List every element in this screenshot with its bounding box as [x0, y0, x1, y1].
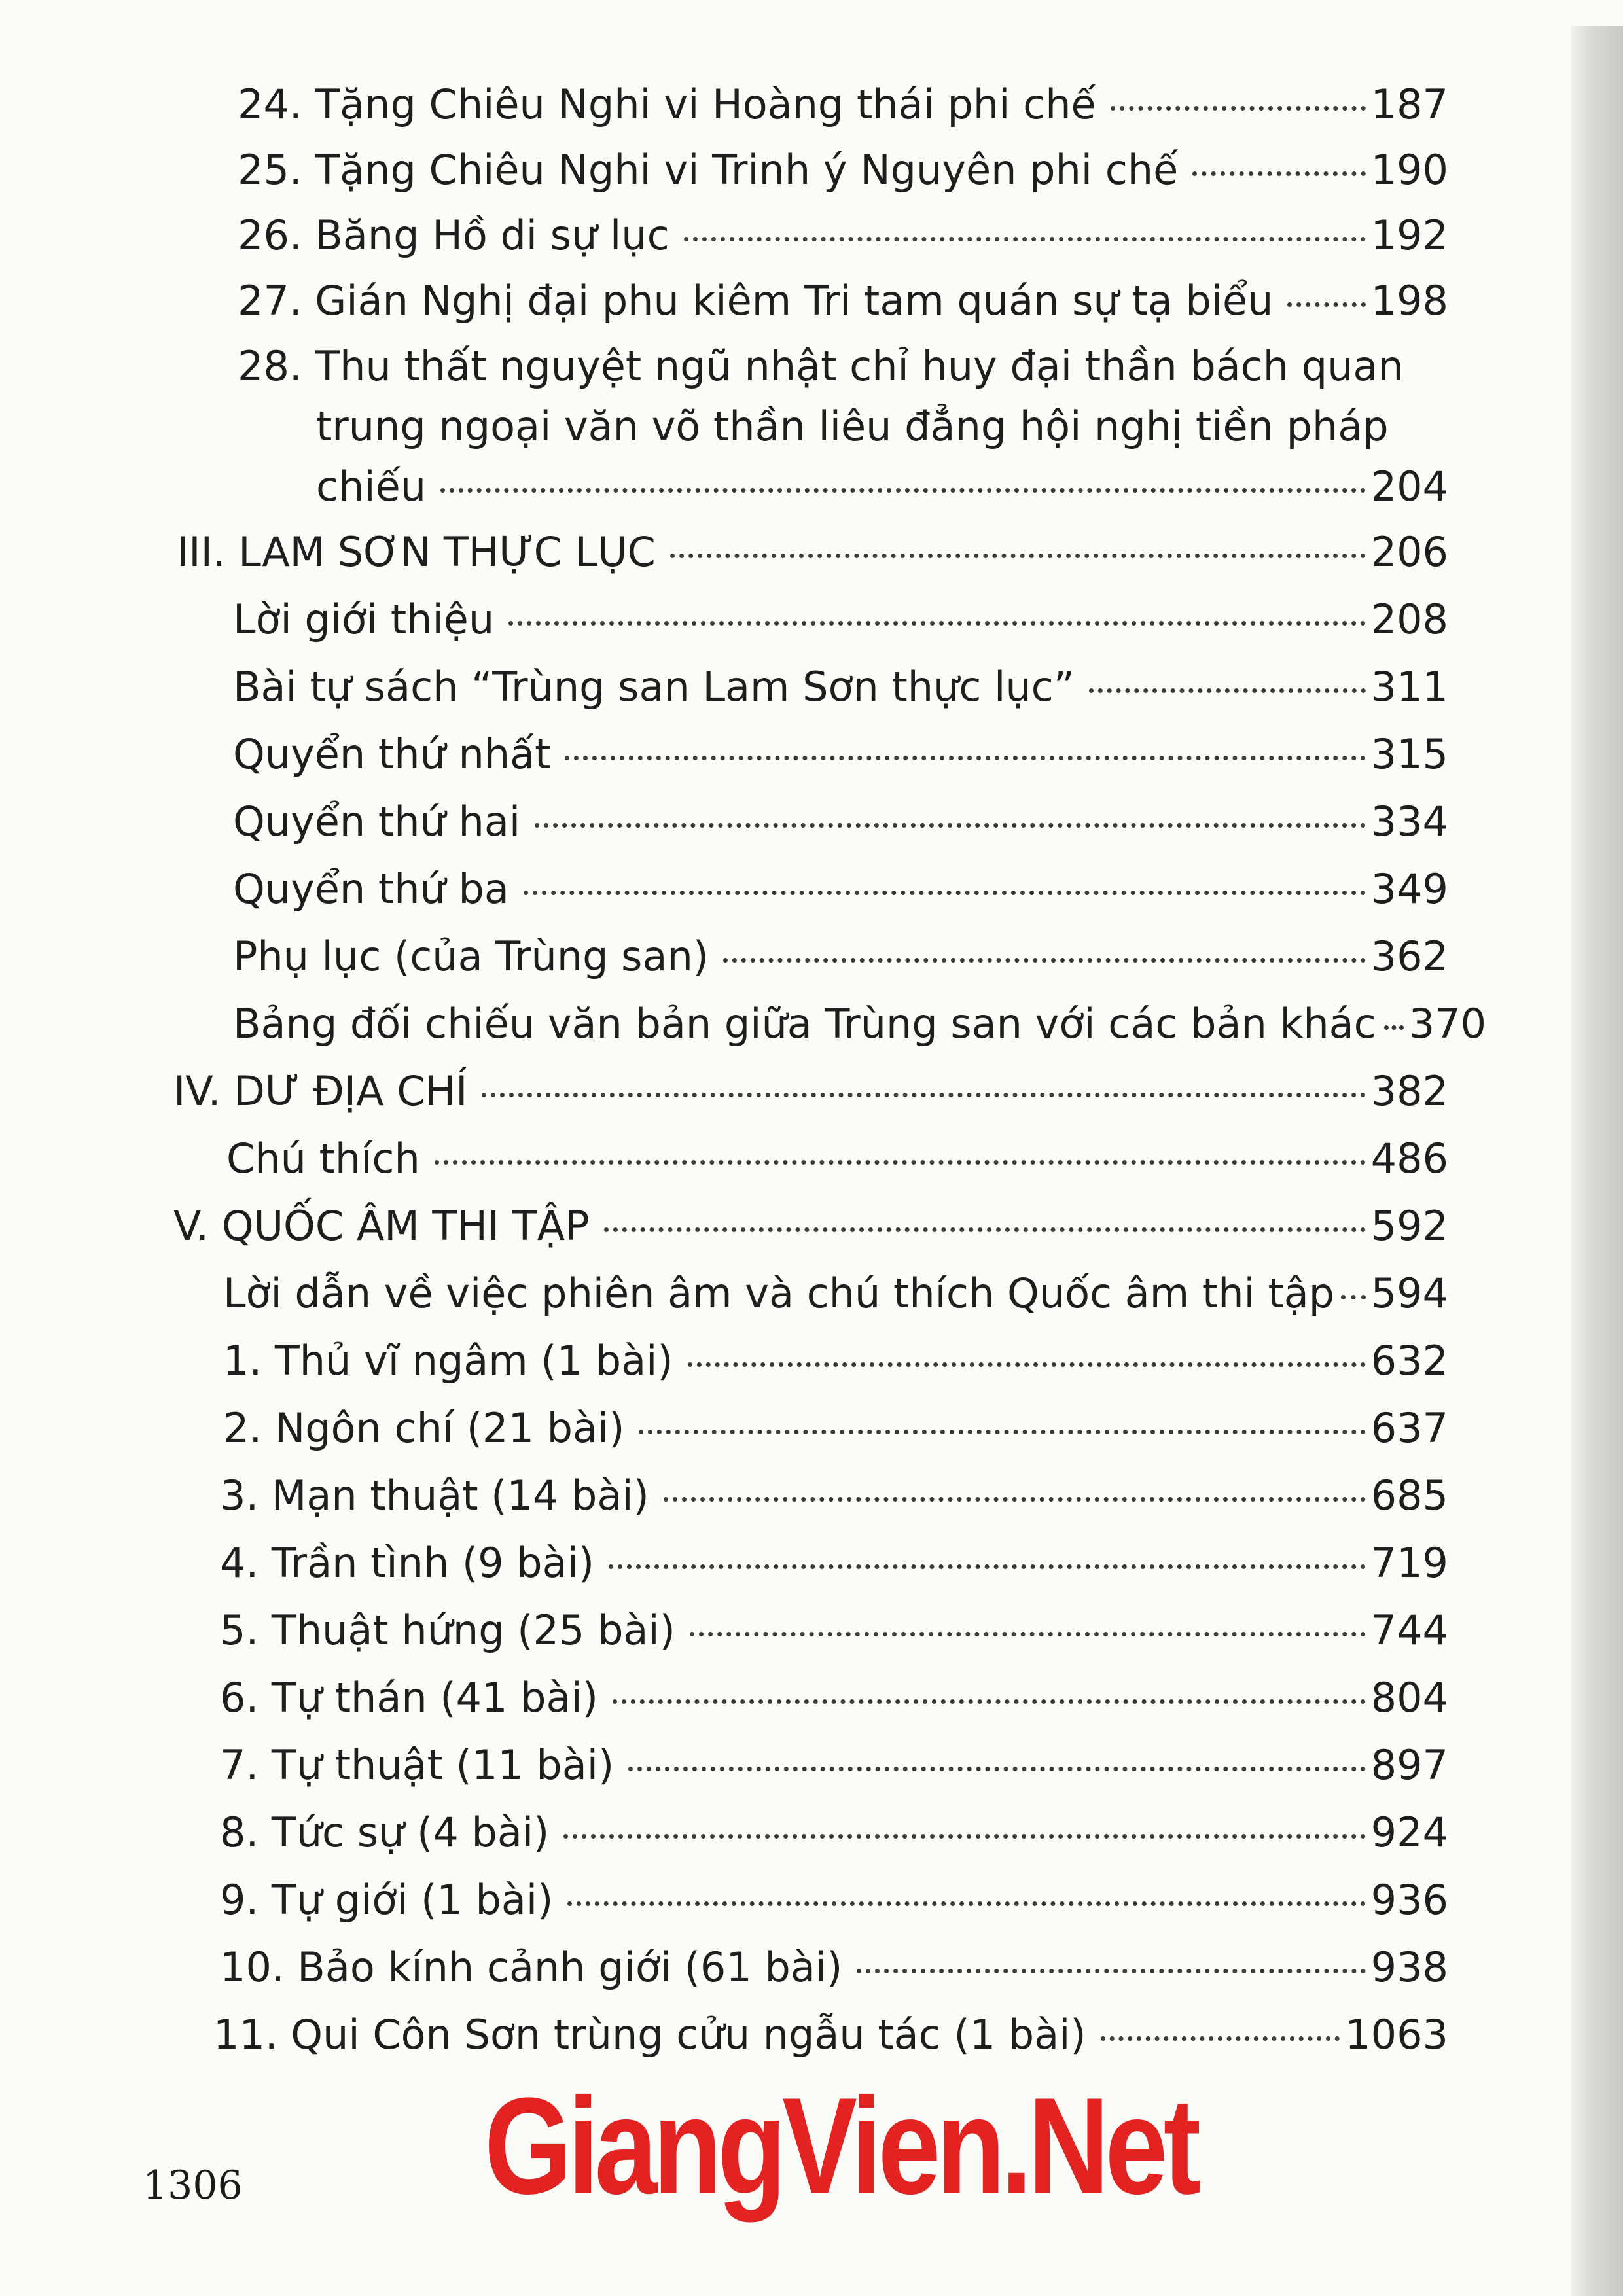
toc-entry-page: 362	[1370, 932, 1448, 980]
dot-leader	[567, 1901, 1365, 1906]
toc-entry-page: 637	[1370, 1404, 1448, 1452]
toc-entry-page: 315	[1370, 730, 1448, 778]
toc-entry-title: 1. Thủ vĩ ngâm (1 bài)	[223, 1337, 673, 1385]
dot-leader	[1089, 688, 1366, 693]
dot-leader	[435, 1160, 1366, 1165]
toc-section-iii[interactable]	[177, 526, 1448, 578]
dot-leader	[482, 1093, 1365, 1097]
toc-entry-loi-dan[interactable]	[223, 1267, 1448, 1320]
toc-entry-title: IV. DƯ ĐỊA CHÍ	[173, 1067, 468, 1115]
toc-entry-title: Quyển thứ ba	[233, 865, 509, 913]
dot-leader	[688, 1362, 1366, 1367]
toc-entry-page: 897	[1370, 1741, 1448, 1789]
toc-poem-11[interactable]	[213, 2009, 1448, 2061]
dot-leader	[1384, 1025, 1404, 1030]
toc-entry-page: 311	[1370, 663, 1448, 711]
toc-entry-title: 6. Tự thán (41 bài)	[220, 1674, 598, 1722]
toc-entry-page: 924	[1370, 1809, 1448, 1856]
toc-entry-title: Quyển thứ nhất	[233, 730, 551, 778]
toc-entry-title: III. LAM SƠN THỰC LỤC	[177, 528, 656, 576]
toc-section-iv[interactable]	[173, 1065, 1448, 1118]
toc-entry-title: Quyển thứ hai	[233, 798, 521, 845]
toc-entry-title: 8. Tức sự (4 bài)	[220, 1809, 550, 1856]
dot-leader	[565, 756, 1365, 760]
toc-entry-page: 204	[1370, 463, 1448, 510]
dot-leader	[1111, 106, 1366, 111]
toc-entry-28-line-3[interactable]	[316, 461, 1448, 513]
dot-leader	[857, 1969, 1365, 1973]
toc-entry-page: 632	[1370, 1337, 1448, 1385]
dot-leader	[690, 1632, 1366, 1636]
toc-entry-page: 187	[1370, 80, 1448, 128]
toc-entry-title: 9. Tự giới (1 bài)	[220, 1876, 554, 1924]
toc-entry-title: 5. Thuật hứng (25 bài)	[220, 1606, 675, 1654]
toc-poem-1[interactable]	[223, 1335, 1448, 1387]
toc-entry-page: 938	[1370, 1943, 1448, 1991]
toc-entry-28-line-2[interactable]: trung ngoại văn võ thần liêu đẳng hội nghị tiền pháp	[316, 402, 1389, 450]
dot-leader	[639, 1430, 1365, 1434]
dot-leader	[609, 1564, 1366, 1569]
toc-poem-5[interactable]	[220, 1604, 1448, 1657]
toc-entry-page: 486	[1370, 1135, 1448, 1182]
toc-entry-page: 192	[1370, 211, 1448, 259]
toc-entry-quyen-thu-nhat[interactable]	[233, 728, 1448, 781]
dot-leader	[1101, 2036, 1340, 2041]
toc-entry-title: Bài tự sách “Trùng san Lam Sơn thực lục”	[233, 663, 1075, 711]
toc-entry-page: 1063	[1345, 2011, 1448, 2058]
dot-leader	[670, 554, 1366, 558]
toc-entry-page: 370	[1408, 1000, 1487, 1048]
toc-entry-page: 592	[1370, 1202, 1448, 1250]
dot-leader	[508, 621, 1366, 626]
toc-entry-27[interactable]	[238, 275, 1448, 327]
toc-entry-page: 198	[1370, 277, 1448, 325]
toc-entry-title: Lời dẫn về việc phiên âm và chú thích Quốc âm thi tập	[223, 1269, 1335, 1317]
toc-entry-bai-tu-sach[interactable]	[233, 661, 1448, 713]
table-of-contents	[0, 79, 1623, 2107]
toc-poem-10[interactable]	[220, 1941, 1448, 1994]
dot-leader	[604, 1227, 1366, 1232]
toc-entry-title: 25. Tặng Chiêu Nghi vi Trinh ý Nguyên phi chế	[238, 146, 1179, 194]
toc-entry-page: 594	[1370, 1269, 1448, 1317]
toc-poem-3[interactable]	[220, 1470, 1448, 1522]
page-number: 1306	[143, 2163, 243, 2208]
dot-leader	[1192, 171, 1365, 176]
toc-entry-bang-doi-chieu[interactable]	[233, 998, 1487, 1050]
toc-entry-page: 382	[1370, 1067, 1448, 1115]
toc-entry-page: 685	[1370, 1472, 1448, 1519]
toc-section-v[interactable]	[173, 1200, 1448, 1252]
toc-poem-7[interactable]	[220, 1739, 1448, 1792]
toc-entry-page: 334	[1370, 798, 1448, 845]
toc-entry-page: 804	[1370, 1674, 1448, 1722]
toc-entry-title: Chú thích	[226, 1135, 420, 1182]
toc-entry-title: Bảng đối chiếu văn bản giữa Trùng san với các bản khác	[233, 1000, 1376, 1048]
toc-entry-phu-luc[interactable]	[233, 930, 1448, 983]
toc-entry-title: 24. Tặng Chiêu Nghi vi Hoàng thái phi chế	[238, 80, 1096, 128]
toc-entry-title: 26. Băng Hồ di sự lục	[238, 211, 669, 259]
toc-poem-6[interactable]	[220, 1672, 1448, 1724]
dot-leader	[664, 1497, 1366, 1502]
toc-poem-4[interactable]	[220, 1537, 1448, 1589]
toc-entry-title: Lời giới thiệu	[233, 595, 495, 643]
toc-entry-25[interactable]	[238, 144, 1448, 196]
dot-leader	[535, 823, 1366, 828]
dot-leader	[563, 1834, 1365, 1839]
dot-leader	[613, 1699, 1366, 1704]
dot-leader	[440, 488, 1366, 493]
toc-entry-title: 10. Bảo kính cảnh giới (61 bài)	[220, 1943, 843, 1991]
toc-entry-title: 27. Gián Nghị đại phu kiêm Tri tam quán sự tạ biểu	[238, 277, 1274, 325]
toc-entry-quyen-thu-ba[interactable]	[233, 863, 1448, 915]
toc-entry-page: 719	[1370, 1539, 1448, 1587]
dot-leader	[723, 958, 1366, 963]
toc-entry-page: 744	[1370, 1606, 1448, 1654]
toc-poem-9[interactable]	[220, 1874, 1448, 1926]
toc-entry-24[interactable]	[238, 79, 1448, 131]
toc-entry-title: 4. Trần tình (9 bài)	[220, 1539, 595, 1587]
dot-leader	[1341, 1295, 1366, 1299]
toc-entry-title: chiếu	[316, 463, 427, 510]
toc-entry-chu-thich[interactable]	[226, 1133, 1448, 1185]
toc-entry-28-line-1[interactable]: 28. Thu thất nguyệt ngũ nhật chỉ huy đại thần bách quan	[238, 342, 1404, 390]
dot-leader	[628, 1767, 1365, 1771]
toc-entry-title: 3. Mạn thuật (14 bài)	[220, 1472, 649, 1519]
toc-entry-title: 11. Qui Côn Sơn trùng cửu ngẫu tác (1 bài)	[213, 2011, 1086, 2058]
toc-entry-page: 190	[1370, 146, 1448, 194]
dot-leader	[1287, 302, 1365, 307]
toc-entry-title: 2. Ngôn chí (21 bài)	[223, 1404, 625, 1452]
dot-leader	[524, 891, 1366, 895]
toc-entry-loi-gioi-thieu[interactable]	[233, 593, 1448, 646]
toc-entry-title: V. QUỐC ÂM THI TẬP	[173, 1202, 590, 1250]
toc-entry-page: 208	[1370, 595, 1448, 643]
toc-entry-26[interactable]	[238, 209, 1448, 262]
toc-poem-2[interactable]	[223, 1402, 1448, 1455]
toc-entry-quyen-thu-hai[interactable]	[233, 796, 1448, 848]
toc-entry-title: 7. Tự thuật (11 bài)	[220, 1741, 615, 1789]
toc-entry-page: 936	[1370, 1876, 1448, 1924]
toc-entry-page: 349	[1370, 865, 1448, 913]
toc-entry-title: Phụ lục (của Trùng san)	[233, 932, 709, 980]
toc-entry-page: 206	[1370, 528, 1448, 576]
dot-leader	[684, 237, 1366, 241]
watermark-logo: GiangVien.Net	[484, 2069, 1197, 2223]
toc-poem-8[interactable]	[220, 1807, 1448, 1859]
